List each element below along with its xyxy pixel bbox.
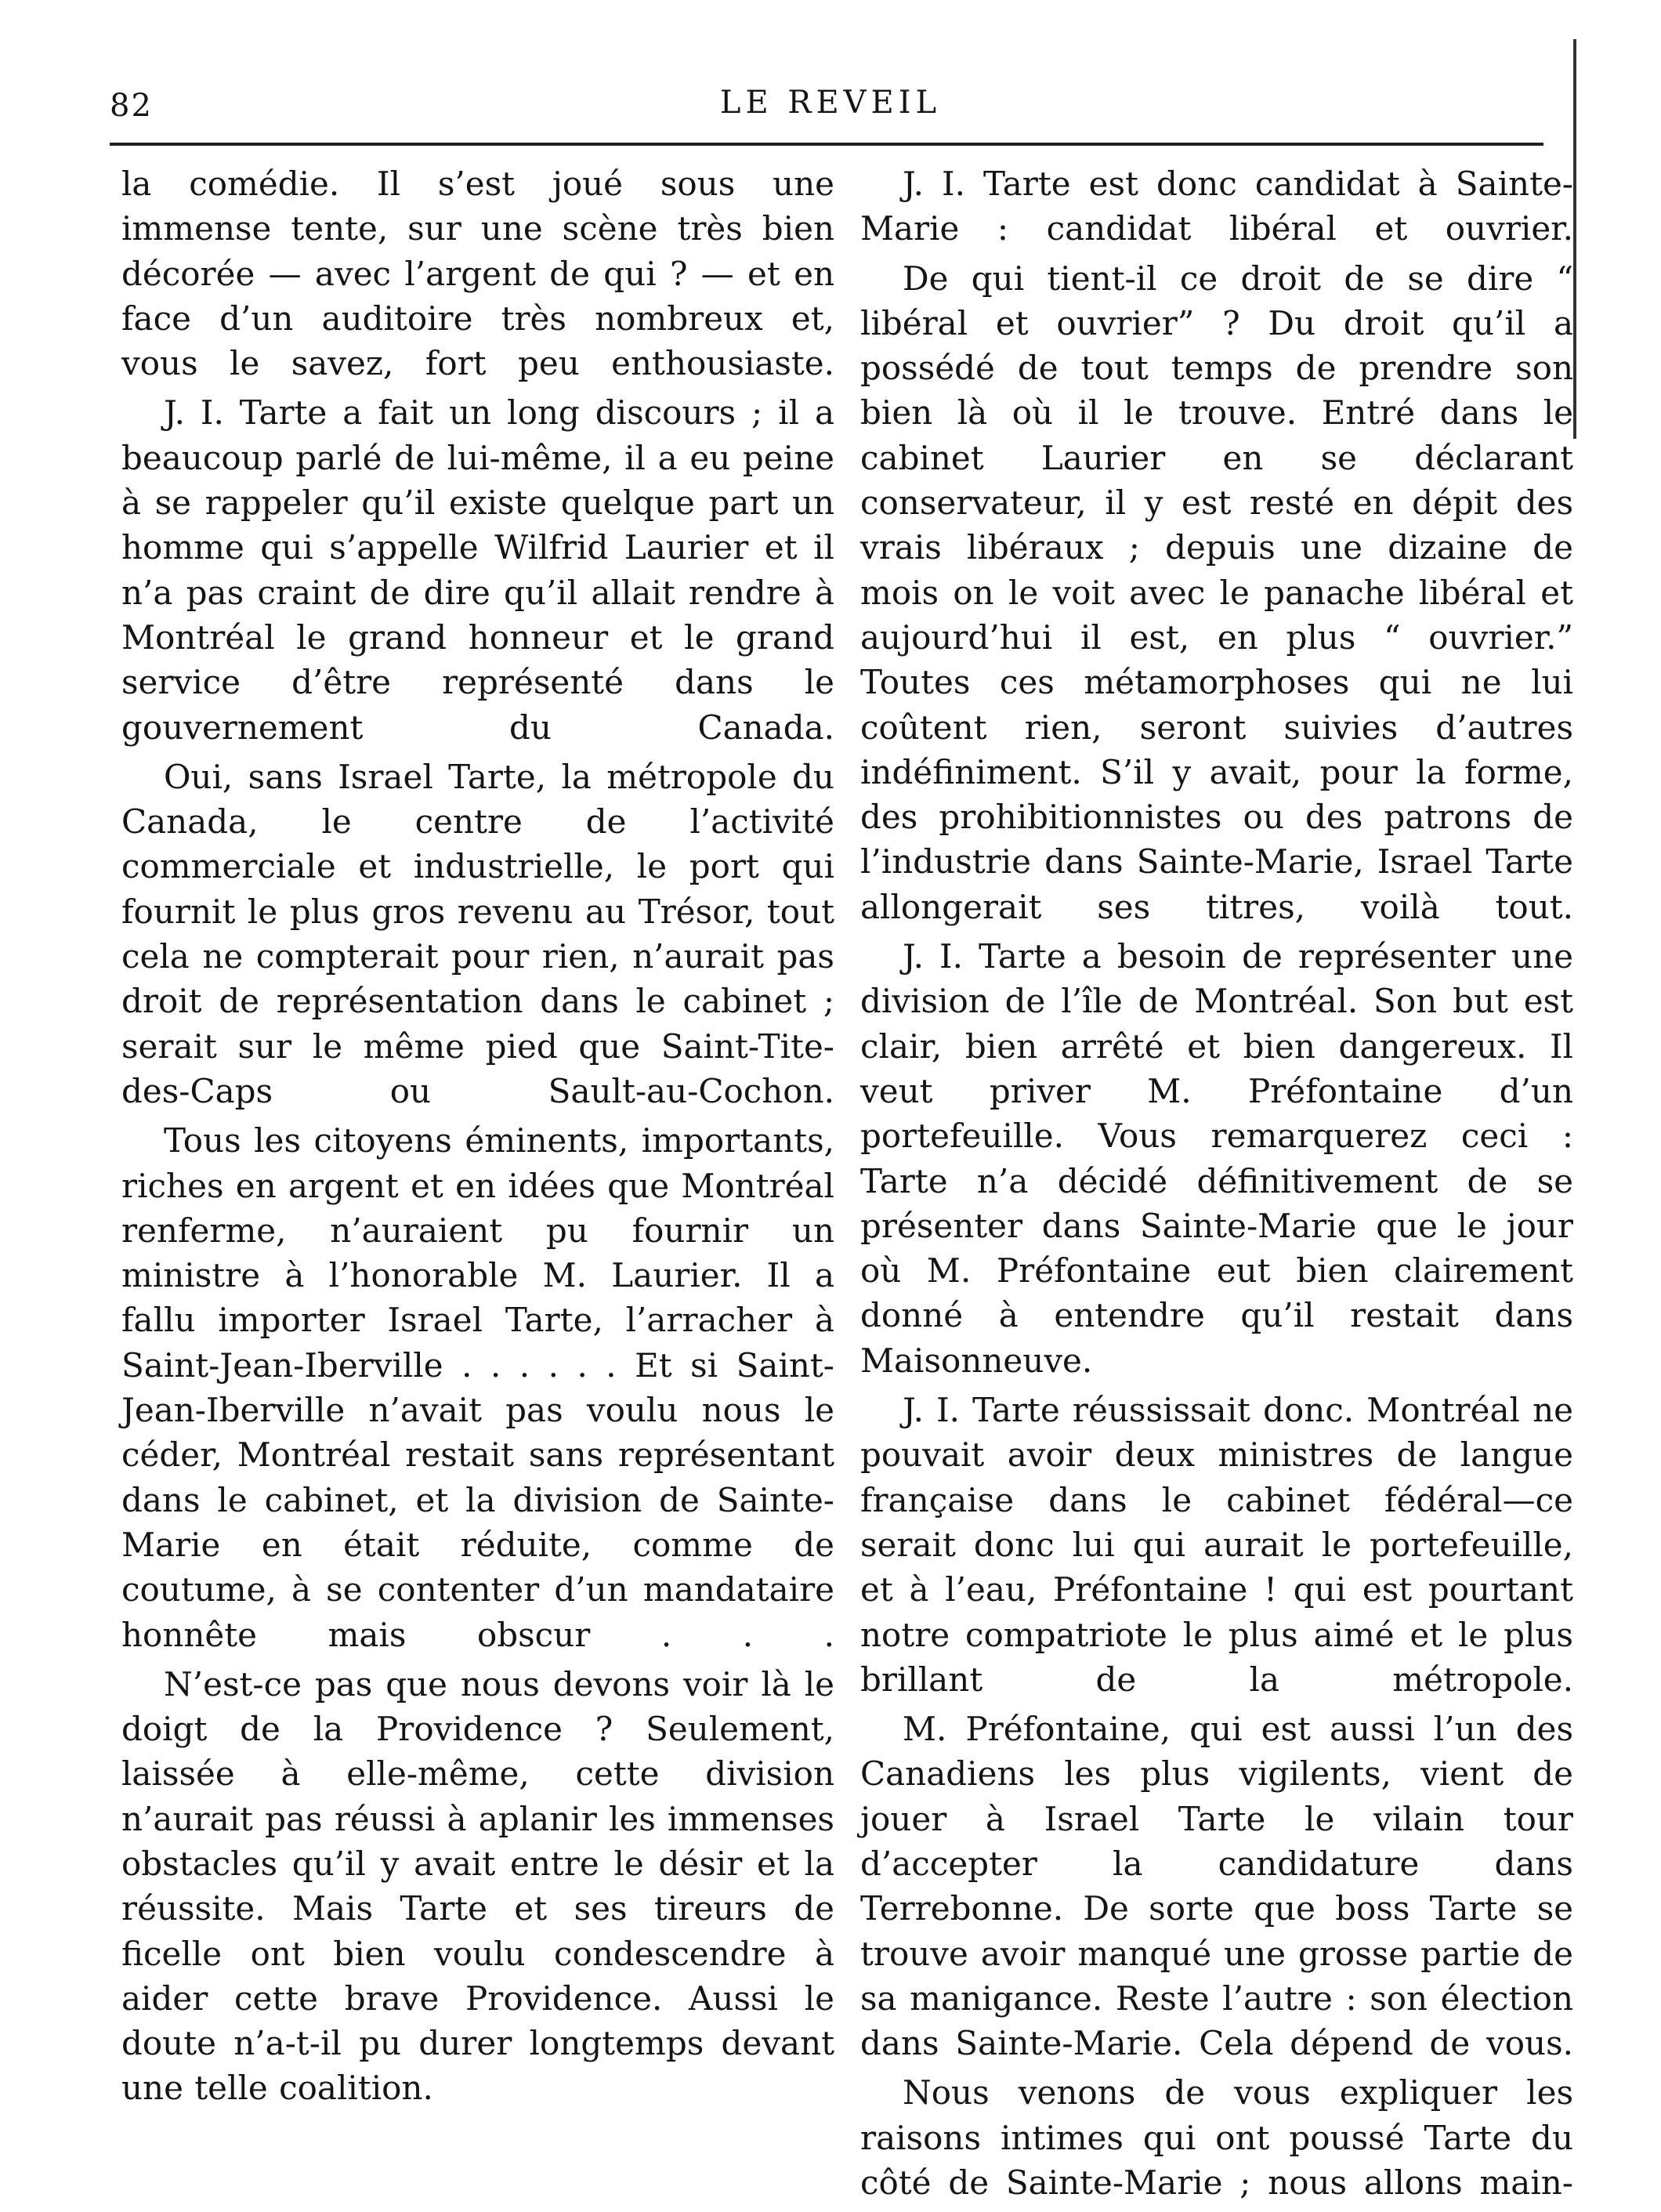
running-title: LE REVEIL bbox=[719, 85, 942, 121]
paragraph: N’est-ce pas que nous devons voir là le doigt de la Providence ? Seulement, laissée à elle-même, cette division n’aurait pas réussi à aplanir les immenses obstacles qu’il y avait entre le désir et la réussite. Mais Tarte et ses tireurs de ficelle ont bien voulu condescendre à aider cette brave Providence. Aussi le doute n’a-t-il pu durer longtemps devant une telle coalition. bbox=[121, 1664, 834, 2108]
paragraph: la comédie. Il s’est joué sous une immense tente, sur une scène très bien décorée — avec l’argent de qui ? — et en face d’un auditoire très nombreux et, vous le savez, fort peu enthousiaste. bbox=[121, 165, 834, 383]
paragraph: J. I. Tarte est donc candidat à Sainte-Marie : candidat libéral et ouvrier. bbox=[860, 165, 1573, 248]
right-column bbox=[860, 161, 1573, 2210]
paragraph: Nous venons de vous expliquer les raisons intimes qui ont poussé Tarte du côté de Sainte-Marie ; nous allons main- bbox=[860, 2073, 1573, 2203]
paragraph: J. I. Tarte a besoin de représenter une division de l’île de Montréal. Son but est clair, bien arrêté et bien dangereux. Il veut priver M. Préfontaine d’un portefeuille. Vous remarquerez ceci : Tarte n’a décidé définitivement de se présenter dans Sainte-Marie que le jour où M. Préfontaine eut bien clairement donné à entendre qu’il restait dans Maisonneuve. bbox=[860, 937, 1573, 1380]
page-number: 82 bbox=[110, 88, 153, 124]
binding-edge-line bbox=[1573, 39, 1576, 439]
paragraph: De qui tient-il ce droit de se dire “ libéral et ouvrier” ? Du droit qu’il a possédé de tout temps de prendre son bien là où il le trouve. Entré dans le cabinet Laurier en se déclarant conservateur, il y est resté en dépit des vrais libéraux ; depuis une dizaine de mois on le voit avec le panache libéral et aujourd’hui il est, en plus “ ouvrier.” Toutes ces métamorphoses qui ne lui coûtent rien, seront suivies d’autres indéfiniment. S’il y avait, pour la forme, des prohibitionnistes ou des patrons de l’industrie dans Sainte-Marie, Israel Tarte allongerait ses titres, voilà tout. bbox=[860, 259, 1573, 926]
paragraph: M. Préfontaine, qui est aussi l’un des Canadiens les plus vigilents, vient de jouer à Israel Tarte le vilain tour d’accepter la candidature dans Terrebonne. De sorte que boss Tarte se trouve avoir manqué une grosse partie de sa manigance. Reste l’autre : son élection dans Sainte-Marie. Cela dépend de vous. bbox=[860, 1710, 1573, 2063]
paragraph: J. I. Tarte réussissait donc. Montréal ne pouvait avoir deux ministres de langue française dans le cabinet fédéral—ce serait donc lui qui aurait le portefeuille, et à l’eau, Préfontaine ! qui est pourtant notre compatriote le plus aimé et le plus brillant de la métropole. bbox=[860, 1391, 1573, 1699]
header-rule bbox=[110, 143, 1543, 146]
left-column bbox=[121, 161, 834, 2116]
paragraph: J. I. Tarte a fait un long discours ; il a beaucoup parlé de lui-même, il a eu peine à se rappeler qu’il existe quelque part un homme qui s’appelle Wilfrid Laurier et il n’a pas craint de dire qu’il allait rendre à Montréal le grand honneur et le grand service d’être représenté dans le gouvernement du Canada. bbox=[121, 393, 834, 747]
paragraph: Tous les citoyens éminents, importants, riches en argent et en idées que Montréal renferme, n’auraient pu fournir un ministre à l’honorable M. Laurier. Il a fallu importer Israel Tarte, l’arracher à Saint-Jean-Iberville . . . . . . Et si Saint-Jean-Iberville n’avait pas voulu nous le céder, Montréal restait sans représentant dans le cabinet, et la division de Sainte-Marie en était réduite, comme de coutume, à se contenter d’un mandataire honnête mais obscur . . . bbox=[121, 1121, 834, 1654]
paragraph: Oui, sans Israel Tarte, la métropole du Canada, le centre de l’activité commerciale et industrielle, le port qui fournit le plus gros revenu au Trésor, tout cela ne compterait pour rien, n’aurait pas droit de représentation dans le cabinet ; serait sur le même pied que Saint-Tite-des-Caps ou Sault-au-Cochon. bbox=[121, 757, 834, 1110]
